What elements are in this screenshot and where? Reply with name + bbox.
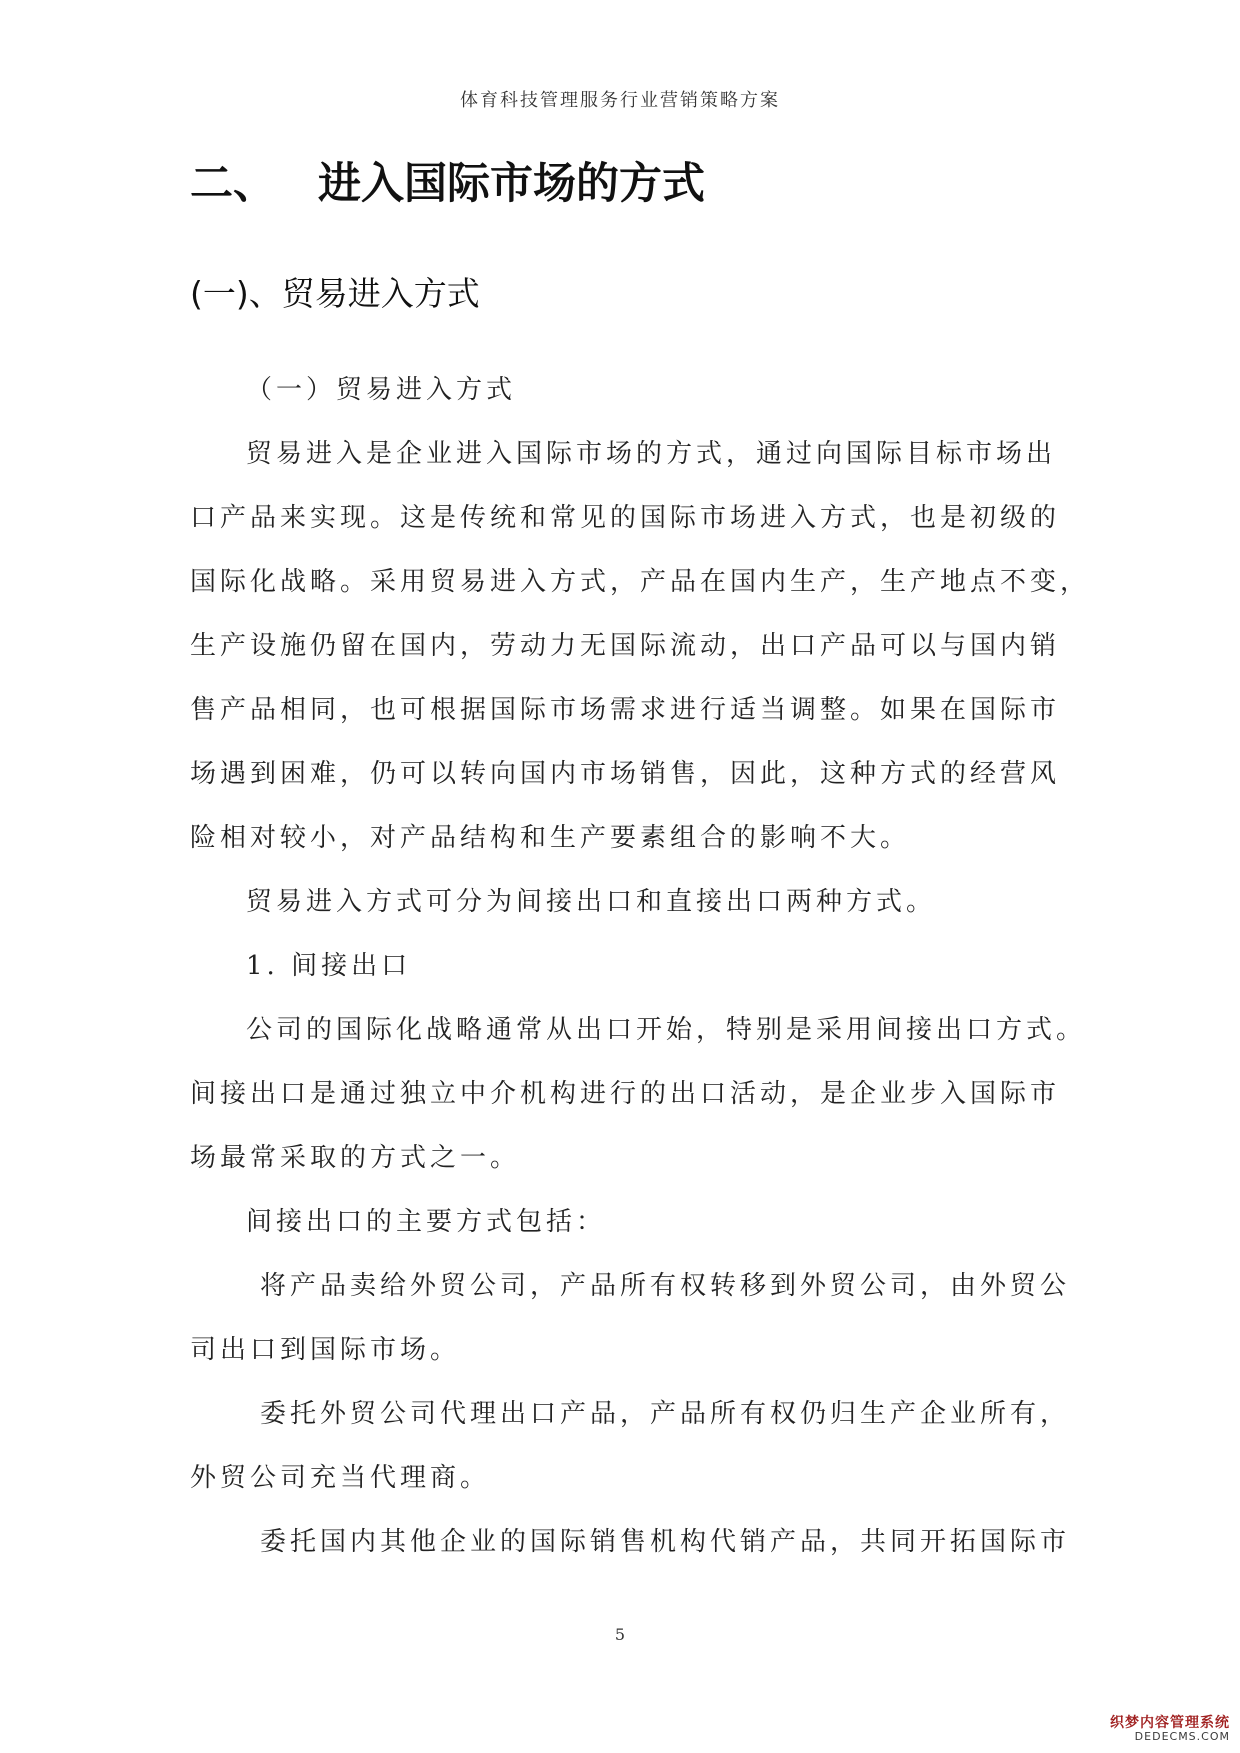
page-number: 5 xyxy=(614,1625,626,1644)
list-item: 将产品卖给外贸公司，产品所有权转移到外贸公司，由外贸公 xyxy=(260,1271,1071,1301)
list-item: 司出口到国际市场。 xyxy=(190,1335,461,1365)
chapter-number: 二、 xyxy=(190,159,276,209)
paragraph-line: 贸易进入是企业进入国际市场的方式，通过向国际目标市场出 xyxy=(246,439,1057,469)
paragraph-line: 间接出口是通过独立中介机构进行的出口活动，是企业步入国际市 xyxy=(190,1079,1061,1109)
paragraph-line: 间接出口的主要方式包括： xyxy=(246,1207,607,1237)
body-text xyxy=(190,358,1091,1574)
running-header: 体育科技管理服务行业营销策略方案 xyxy=(460,90,780,111)
paragraph-line: 口产品来实现。这是传统和常见的国际市场进入方式，也是初级的 xyxy=(190,503,1061,533)
chapter-title xyxy=(190,150,705,211)
list-item: 委托外贸公司代理出口产品，产品所有权仍归生产企业所有， xyxy=(260,1399,1071,1429)
paragraph-line: 贸易进入方式可分为间接出口和直接出口两种方式。 xyxy=(246,887,937,917)
paragraph-line: 场遇到困难，仍可以转向国内市场销售，因此，这种方式的经营风 xyxy=(190,759,1061,789)
chapter-title-text: 进入国际市场的方式 xyxy=(318,159,705,209)
paragraph-line: 场最常采取的方式之一。 xyxy=(190,1143,521,1173)
list-heading: 1. 间接出口 xyxy=(246,951,412,981)
paragraph-line: 生产设施仍留在国内，劳动力无国际流动，出口产品可以与国内销 xyxy=(190,631,1061,661)
list-item: 外贸公司充当代理商。 xyxy=(190,1463,491,1493)
watermark-text-cn: 织梦内容管理系统 xyxy=(1110,1714,1230,1731)
section-title: (一)、贸易进入方式 xyxy=(190,274,480,313)
paragraph-line: 险相对较小，对产品结构和生产要素组合的影响不大。 xyxy=(190,823,911,853)
watermark xyxy=(1110,1716,1230,1743)
paragraph-line: 售产品相同，也可根据国际市场需求进行适当调整。如果在国际市 xyxy=(190,695,1061,725)
paragraph-line: 国际化战略。采用贸易进入方式，产品在国内生产，生产地点不变， xyxy=(190,567,1091,597)
watermark-text-en: DEDECMS.COM xyxy=(1134,1729,1230,1743)
list-item: 委托国内其他企业的国际销售机构代销产品，共同开拓国际市 xyxy=(260,1527,1071,1557)
subsection-heading: （一）贸易进入方式 xyxy=(246,375,517,405)
paragraph-line: 公司的国际化战略通常从出口开始，特别是采用间接出口方式。 xyxy=(246,1015,1087,1045)
